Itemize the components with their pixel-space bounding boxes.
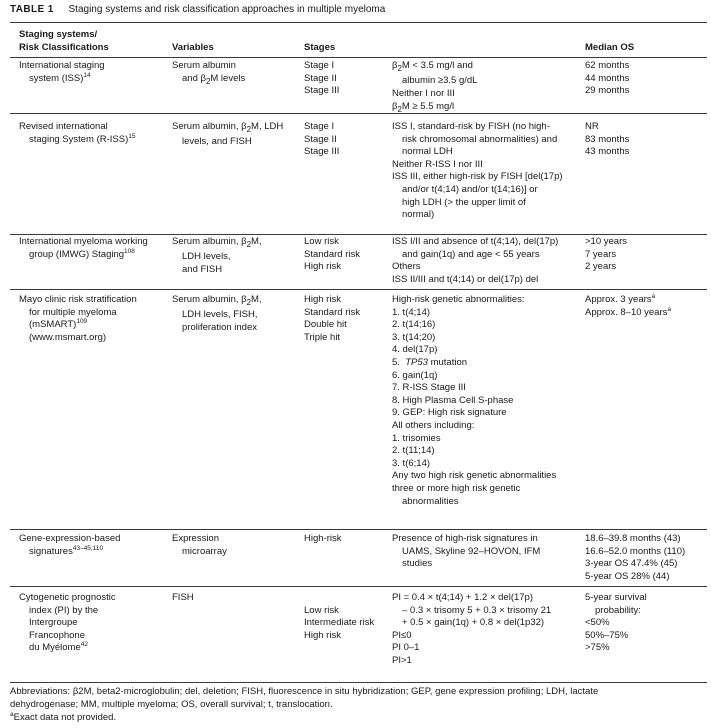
pi-stages: [304, 592, 374, 642]
msmart-var-sub: 2: [246, 297, 252, 307]
iss-os-1: 62 months: [585, 60, 630, 71]
iss-var-rest: M levels: [210, 72, 246, 84]
msmart-var-text: Serum albumin, β: [172, 294, 247, 305]
riss-criteria: [392, 121, 563, 222]
imwg-var-line1: [172, 236, 262, 251]
pi-stage-2: Intermediate risk: [304, 617, 375, 629]
footnote-note: [10, 712, 116, 725]
pi-crit-4: PI≤0: [392, 629, 412, 641]
riss-stage-1: Stage I: [304, 121, 335, 132]
gep-os-4: 5-year OS 28% (44): [585, 570, 670, 582]
header-col1-line2: Risk Classifications: [19, 41, 109, 53]
msmart-tail-1: Any two high risk genetic abnormalities: [392, 470, 557, 482]
iss-crit-beta-1: β: [392, 60, 398, 71]
gep-os-3: 3-year OS 47.4% (45): [585, 558, 678, 570]
pi-name-line2: index (PI) by the: [29, 604, 99, 616]
pi-os-3: <50%: [585, 617, 610, 629]
pi-crit-1: PI = 0.4 × t(4;14) + 1.2 × del(17p): [392, 592, 534, 603]
gep-name: [19, 533, 120, 558]
riss-name-line2-wrap: [19, 134, 135, 147]
iss-os: [585, 60, 629, 98]
pi-crit-6: PI>1: [392, 654, 412, 666]
msmart-os-1: Approx. 3 years: [585, 294, 652, 305]
msmart-var-line3: proliferation index: [182, 322, 257, 334]
riss-crit-7: high LDH (> the upper limit of: [402, 196, 526, 208]
imwg-name-line1: International myeloma working: [19, 236, 148, 247]
pi-stage-3: High risk: [304, 629, 341, 641]
gep-crit-2: UAMS, Skyline 92–HOVON, IFM: [402, 545, 541, 557]
msmart-os-2-mark: a: [667, 305, 672, 313]
gep-name-line2-wrap: [19, 546, 120, 559]
iss-stage-2: Stage II: [304, 72, 337, 84]
msmart-os-2: Approx. 8–10 years: [585, 306, 668, 318]
msmart-hr-1: 1. t(4;14): [392, 306, 431, 318]
riss-crit-5: ISS III, either high-risk by FISH [del(17p): [392, 171, 563, 183]
gep-criteria: [392, 533, 540, 571]
gep-name-line1: Gene-expression-based: [19, 533, 121, 544]
msmart-name-line3-wrap: [19, 319, 137, 332]
row-rule-2: [10, 234, 707, 235]
iss-stage-1: Stage I: [304, 60, 335, 71]
iss-name-line2-wrap: [19, 73, 105, 86]
riss-var-rest: M, LDH: [251, 121, 284, 132]
msmart-tail-3: abnormalities: [402, 495, 459, 507]
msmart-others-head: All others including:: [392, 419, 475, 431]
pi-ref: 42: [80, 641, 88, 649]
gep-os-1: 18.6–39.8 months (43): [585, 533, 681, 544]
msmart-hr-6: 6. gain(1q): [392, 369, 438, 381]
gep-variables: [172, 533, 227, 558]
iss-name: [19, 60, 105, 85]
header-stages: Stages: [304, 42, 336, 53]
imwg-var-line3: and FISH: [182, 264, 223, 276]
riss-name: [19, 121, 135, 146]
footnote-abbrev-1: Abbreviations: β2M, beta2-microglobulin; del, deletion; FISH, fluorescence in situ hybridization; GEP, gene expression profiling; LDH, lactate: [10, 686, 599, 697]
riss-ref: 15: [128, 132, 136, 140]
gep-os: [585, 533, 685, 583]
msmart-name-line2: for multiple myeloma: [29, 306, 117, 318]
iss-crit-line3: Neither I nor III: [392, 88, 455, 100]
riss-crit-4: Neither R-ISS I nor III: [392, 158, 483, 170]
riss-os-3: 43 months: [585, 146, 630, 158]
imwg-ref: 108: [124, 247, 135, 255]
pi-os: [585, 592, 647, 655]
msmart-os: [585, 294, 671, 319]
pi-os-1: 5-year survival: [585, 592, 647, 603]
pi-stage-spacer: [304, 592, 374, 605]
pi-name-line5: du Myélome: [29, 642, 81, 654]
msmart-ref: 109: [76, 318, 88, 326]
imwg-os: [585, 236, 627, 274]
iss-os-3: 29 months: [585, 85, 630, 97]
pi-crit-3: + 0.5 × gain(1q) + 0.8 × del(1p32): [402, 617, 545, 629]
riss-crit-1: ISS I, standard-risk by FISH (no high-: [392, 121, 550, 132]
msmart-hr-9: 9. GEP: High risk signature: [392, 407, 507, 419]
riss-stages: [304, 121, 339, 159]
msmart-name: [19, 294, 137, 344]
msmart-variables: [172, 294, 262, 335]
footnote-note-text: Exact data not provided.: [13, 712, 117, 723]
imwg-criteria: [392, 236, 558, 286]
iss-var-sub: 2: [205, 76, 211, 86]
msmart-var-rest: M,: [251, 294, 262, 305]
msmart-hr-5: [392, 357, 556, 370]
pi-os-2: probability:: [595, 604, 641, 616]
imwg-var-line2: LDH levels,: [182, 251, 231, 263]
bottom-rule: [10, 682, 707, 683]
gep-stages: [304, 533, 341, 546]
imwg-name-line2-wrap: [19, 249, 148, 262]
pi-os-4: 50%–75%: [585, 629, 629, 641]
msmart-os-1-wrap: [585, 294, 671, 307]
imwg-os-1: >10 years: [585, 236, 627, 247]
msmart-stage-4: Triple hit: [304, 331, 341, 343]
iss-variables: [172, 60, 245, 88]
pi-criteria: [392, 592, 551, 668]
msmart-hr-4: 4. del(17p): [392, 344, 438, 356]
riss-name-line1: Revised international: [19, 121, 108, 132]
gep-os-2: 16.6–52.0 months (110): [585, 545, 686, 557]
msmart-stages: [304, 294, 360, 344]
row-rule-1: [10, 113, 707, 114]
msmart-tail-2: three or more high risk genetic: [392, 482, 521, 494]
riss-os-2: 83 months: [585, 133, 630, 145]
imwg-var-text: Serum albumin, β: [172, 236, 247, 247]
msmart-hr-8: 8. High Plasma Cell S-phase: [392, 394, 514, 406]
pi-name-line1: Cytogenetic prognostic: [19, 592, 116, 603]
gep-stage-1: High-risk: [304, 533, 342, 544]
imwg-var-rest: M,: [251, 236, 262, 247]
pi-os-5: >75%: [585, 642, 610, 654]
iss-crit-beta-2: β: [392, 100, 398, 112]
imwg-stage-2: Standard risk: [304, 248, 360, 260]
msmart-other-1: 1. trisomies: [392, 432, 441, 444]
iss-crit-sub-2: 2: [397, 104, 402, 114]
table-caption: [10, 4, 385, 15]
row-rule-4: [10, 529, 707, 530]
header-col1-line1: Staging systems/: [19, 29, 98, 40]
pi-name: [19, 592, 116, 655]
msmart-hr-2: 2. t(14;16): [392, 319, 436, 331]
msmart-stage-2: Standard risk: [304, 306, 360, 318]
pi-crit-5: PI 0–1: [392, 642, 420, 654]
msmart-other-3: 3. t(6;14): [392, 457, 431, 469]
msmart-crit-head: High-risk genetic abnormalities:: [392, 294, 525, 305]
pi-name-line5-wrap: [19, 642, 116, 655]
iss-var-beta: and β: [182, 72, 206, 84]
riss-crit-3: normal LDH: [402, 146, 453, 158]
iss-crit-line4: [392, 101, 477, 116]
riss-crit-8: normal): [402, 209, 435, 221]
msmart-hr-5-num: 5.: [392, 356, 400, 368]
iss-crit-line1: [392, 60, 477, 75]
iss-crit-text-1: M < 3.5 mg/l and: [401, 60, 473, 71]
msmart-os-2-wrap: [585, 307, 671, 320]
msmart-var-line1: [172, 294, 262, 309]
riss-var-text: Serum albumin, β: [172, 121, 247, 132]
table-label: TABLE 1: [10, 4, 54, 15]
imwg-variables: [172, 236, 262, 277]
iss-stage-3: Stage III: [304, 85, 340, 97]
iss-crit-sub-1: 2: [397, 63, 402, 73]
riss-var-line2: levels, and FISH: [182, 136, 252, 148]
imwg-name: [19, 236, 148, 261]
msmart-name-line1: Mayo clinic risk stratification: [19, 294, 137, 305]
table-title: Staging systems and risk classification approaches in multiple myeloma: [68, 4, 386, 15]
imwg-stage-1: Low risk: [304, 236, 339, 247]
msmart-hr-5-text: mutation: [430, 356, 468, 368]
riss-crit-6: and/or t(4;14) and/or t(14;16)] or: [402, 183, 538, 195]
riss-variables: [172, 121, 283, 149]
msmart-hr-5-gene: TP53: [405, 356, 428, 368]
riss-os: [585, 121, 629, 159]
msmart-stage-1: High risk: [304, 294, 341, 305]
imwg-crit-2: and gain(1q) and age < 55 years: [402, 248, 540, 260]
gep-var-line1: Expression: [172, 533, 219, 544]
pi-var-line1: FISH: [172, 592, 194, 603]
iss-var-line2: [172, 73, 245, 88]
pi-stage-1: Low risk: [304, 604, 339, 616]
riss-crit-2: risk chromosomal abnormalities) and: [402, 133, 558, 145]
msmart-hr-7: 7. R-ISS Stage III: [392, 382, 466, 394]
riss-stage-2: Stage II: [304, 133, 337, 145]
imwg-crit-4: ISS II/III and t(4;14) or del(17p) del: [392, 273, 539, 285]
pi-name-line3: Intergroupe: [29, 617, 78, 629]
iss-crit-text-2: M ≥ 5.5 mg/l: [401, 100, 455, 112]
riss-os-1: NR: [585, 121, 599, 132]
header-median-os: Median OS: [585, 42, 635, 53]
header-col1: [19, 29, 109, 54]
row-rule-3: [10, 289, 707, 290]
pi-name-line4: Francophone: [29, 629, 85, 641]
imwg-crit-3: Others: [392, 261, 421, 273]
iss-ref: 14: [83, 71, 91, 79]
gep-ref: 43–45,110: [72, 544, 104, 552]
iss-os-2: 44 months: [585, 72, 630, 84]
header-rule: [10, 57, 707, 58]
iss-crit-line2: albumin ≥3.5 g/dL: [402, 75, 478, 87]
riss-var-sub: 2: [246, 124, 252, 134]
imwg-stages: [304, 236, 360, 274]
pi-variables: [172, 592, 194, 605]
footnote-mark: a: [10, 710, 14, 718]
pi-crit-2: – 0.3 × trisomy 5 + 0.3 × trisomy 21: [402, 604, 552, 616]
row-rule-5: [10, 586, 707, 587]
gep-crit-1: Presence of high-risk signatures in: [392, 533, 538, 544]
riss-stage-3: Stage III: [304, 146, 340, 158]
imwg-os-2: 7 years: [585, 248, 617, 260]
msmart-stage-3: Double hit: [304, 319, 347, 331]
gep-name-line2: signatures: [29, 545, 73, 557]
top-rule: [10, 22, 707, 23]
iss-name-line1: International staging: [19, 60, 105, 71]
msmart-criteria: [392, 294, 556, 508]
gep-crit-3: studies: [402, 558, 433, 570]
gep-var-line2: microarray: [182, 545, 227, 557]
iss-stages: [304, 60, 339, 98]
msmart-hr-3: 3. t(14;20): [392, 331, 436, 343]
riss-var-line1: [172, 121, 283, 136]
riss-name-line2: staging System (R-ISS): [29, 133, 129, 145]
imwg-name-line2: group (IMWG) Staging: [29, 248, 125, 260]
msmart-url: (www.msmart.org): [29, 331, 107, 343]
imwg-os-3: 2 years: [585, 261, 617, 273]
imwg-stage-3: High risk: [304, 261, 341, 273]
imwg-var-sub: 2: [246, 239, 252, 249]
iss-name-line2: system (ISS): [29, 72, 84, 84]
msmart-var-line2: LDH levels, FISH,: [182, 309, 258, 321]
imwg-crit-1: ISS I/II and absence of t(4;14), del(17p): [392, 236, 559, 247]
iss-var-line1: Serum albumin: [172, 60, 236, 71]
msmart-other-2: 2. t(11;14): [392, 445, 435, 457]
msmart-name-line3: (mSMART): [29, 319, 77, 331]
iss-criteria: [392, 60, 477, 116]
header-variables: Variables: [172, 42, 214, 53]
msmart-os-1-mark: a: [651, 292, 656, 300]
footnote-abbrev-2: dehydrogenase; MM, multiple myeloma; OS, overall survival; t, translocation.: [10, 699, 333, 710]
